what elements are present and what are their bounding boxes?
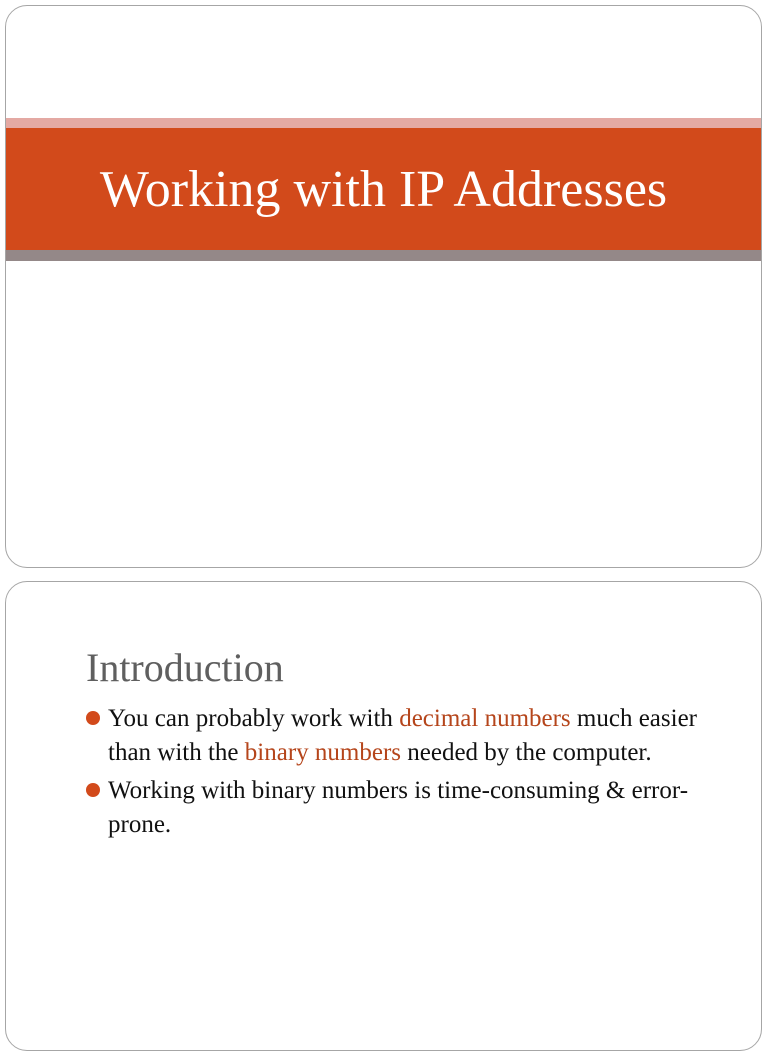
title-band-main xyxy=(6,128,761,250)
highlight-decimal-numbers: decimal numbers xyxy=(399,705,571,732)
title-band-top-stripe xyxy=(6,118,761,128)
content-slide xyxy=(5,581,762,1051)
title-slide xyxy=(5,5,762,568)
slide-title: Working with IP Addresses xyxy=(99,161,668,218)
bullet-text: much easier than with the xyxy=(108,705,698,766)
bullet-item xyxy=(84,702,704,770)
bullet-text: Working with binary numbers is time-consuming & error-prone. xyxy=(108,777,689,838)
bullet-list xyxy=(84,702,704,846)
bullet-item xyxy=(84,774,704,842)
section-heading: Introduction xyxy=(86,645,284,690)
highlight-binary-numbers: binary numbers xyxy=(244,739,401,766)
title-band xyxy=(6,118,761,261)
title-band-bottom-stripe xyxy=(6,250,761,261)
bullet-dot-icon xyxy=(86,711,100,725)
bullet-text: You can probably work with xyxy=(108,705,400,732)
bullet-dot-icon xyxy=(86,783,100,797)
bullet-text: needed by the computer. xyxy=(401,739,652,766)
